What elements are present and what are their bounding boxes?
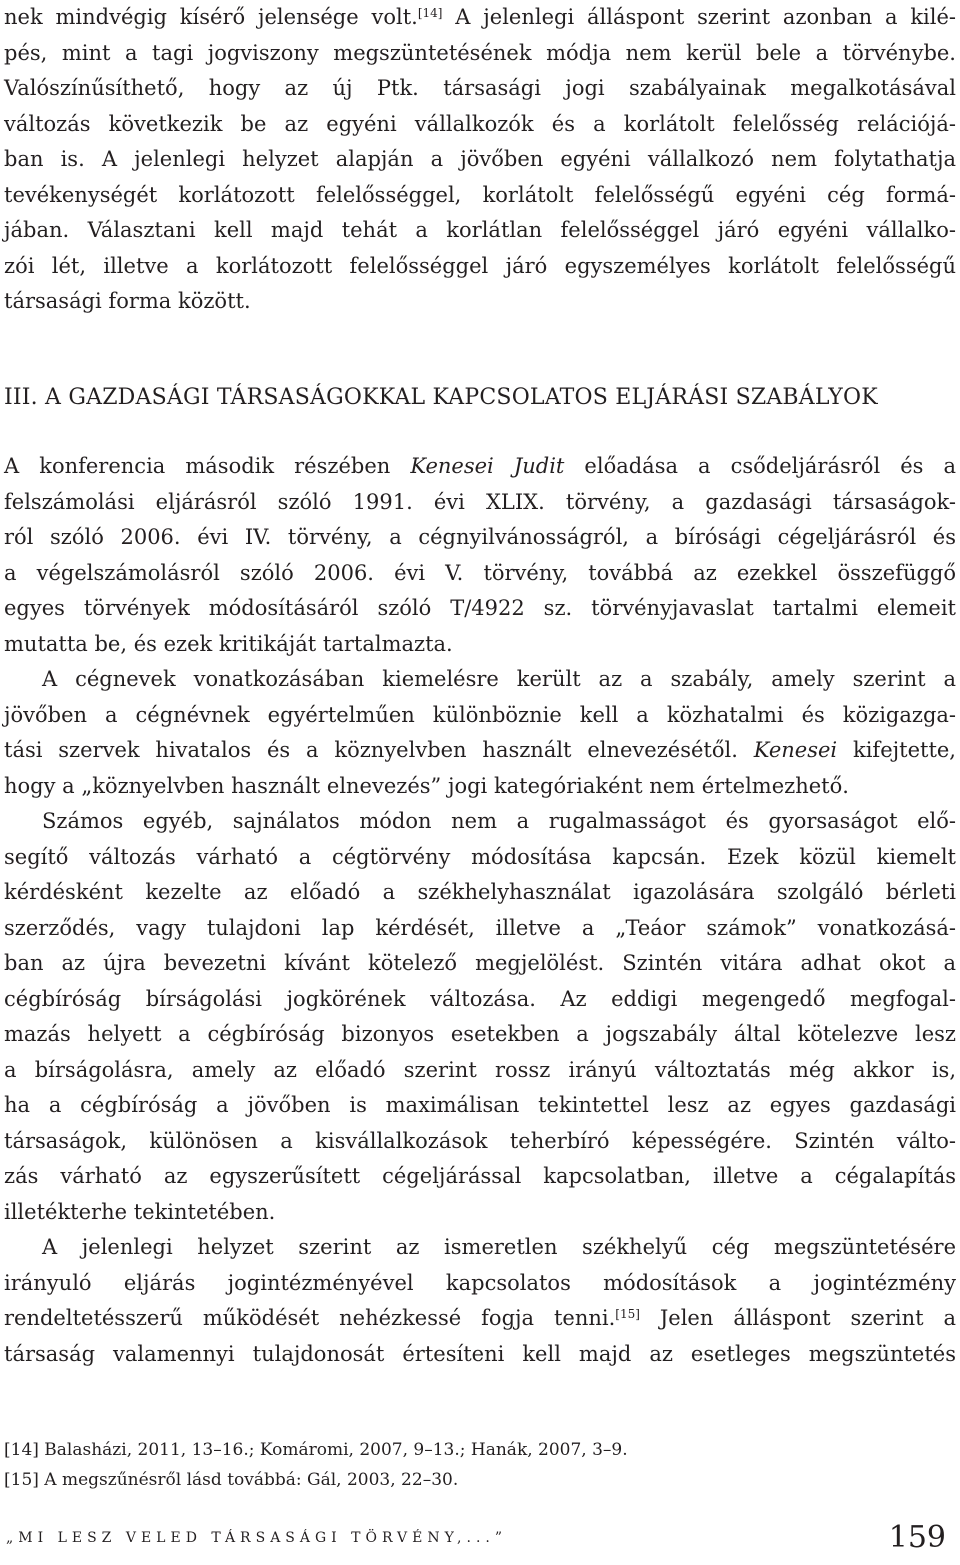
text-line: jában. Választani kell majd tehát a korlátlan felelősséggel járó egyéni vállalko-: [4, 218, 956, 242]
text-line: irányuló eljárás jogintézményével kapcsolatos módosítások a jogintézmény: [4, 1270, 956, 1295]
text-line: hogy a „köznyelvben használt elnevezés” jogi kategóriaként nem értelmezhető.: [4, 773, 849, 798]
section-heading: III. A GAZDASÁGI TÁRSASÁGOKKAL KAPCSOLATOS ELJÁRÁSI SZABÁLYOK: [4, 385, 878, 410]
text-line: pés, mint a tagi jogviszony megszüntetésének módja nem kerül bele a törvénybe.: [4, 40, 956, 65]
text-line: társaság valamennyi tulajdonosát értesíteni kell majd az esetleges megszüntetés: [4, 1341, 956, 1366]
author-name: Kenesei Judit: [410, 454, 565, 478]
page-number: 159: [888, 1520, 946, 1555]
text-line: segítő változás várható a cégtörvény módosítása kapcsán. Ezek közül kiemelt: [4, 844, 956, 869]
text-line: A cégnevek vonatkozásában kiemelésre került az a szabály, amely szerint a: [42, 667, 956, 691]
author-name: Kenesei: [753, 738, 838, 762]
text-line: zói lét, illetve a korlátozott felelősséggel járó egyszemélyes korlátolt felelősségű: [4, 253, 956, 278]
text-line: zás várható az egyszerűsített cégeljárással kapcsolatban, illetve a cégalapítás: [4, 1164, 956, 1188]
text-line: jövőben a cégnévnek egyértelműen különböznie kell a közhatalmi és közigazga-: [4, 702, 956, 727]
text-line: változás következik be az egyéni vállalkozók és a korlátolt felelősség relációjá-: [4, 111, 956, 136]
text-line: illetékterhe tekintetében.: [4, 1199, 276, 1224]
text-line: rendeltetésszerű működését nehézkessé fogja tenni.[15] Jelen álláspont szerint a: [4, 1306, 956, 1330]
text-line: cégbíróság bírságolási jogkörének változása. Az eddigi megengedő megfogal-: [4, 986, 956, 1011]
text-line: ról szóló 2006. évi IV. törvény, a cégnyilvánosságról, a bírósági cégeljárásról és: [4, 525, 956, 549]
text-line: a bírságolásra, amely az előadó szerint rossz irányú változtatás még akkor is,: [4, 1057, 956, 1082]
text-line: társasági forma között.: [4, 289, 251, 313]
paragraph-4: [4, 1230, 956, 1372]
paragraph-1: [4, 449, 956, 662]
text-line: tevékenységét korlátozott felelősséggel, korlátolt felelősségű egyéni cég formá-: [4, 182, 956, 207]
running-footer: „MI LESZ VELED TÁRSASÁGI TÖRVÉNY,...”: [6, 1530, 507, 1546]
intro-paragraph: [4, 0, 956, 320]
text-line: egyes törvények módosításáról szóló T/4922 sz. törvényjavaslat tartalmi elemeit: [4, 596, 956, 620]
text-line: mazás helyett a cégbíróság bizonyos esetekben a jogszabály által kötelezve lesz: [4, 1022, 956, 1046]
text-line: kérdésként kezelte az előadó a székhelyhasználat igazolására szolgáló bérleti: [4, 880, 956, 904]
paragraph-2: [4, 662, 956, 804]
text-line: a végelszámolásról szóló 2006. évi V. törvény, továbbá az ezekkel összefüggő: [4, 560, 956, 585]
text-line: ban is. A jelenlegi helyzet alapján a jövőben egyéni vállalkozó nem folytathatja: [4, 147, 956, 171]
text-line: ban az újra bevezetni kívánt kötelező megjelölést. Szintén vitára adhat okot a: [4, 951, 956, 975]
text-line: A konferencia második részében Kenesei Judit előadása a csődeljárásról és a: [4, 454, 956, 478]
footnote-14: [14] Balasházi, 2011, 13–16.; Komáromi, 2007, 9–13.; Hanák, 2007, 3–9.: [4, 1440, 628, 1460]
text-line: társaságok, különösen a kisvállalkozások teherbíró képességére. Szintén válto-: [4, 1128, 956, 1153]
text-line: nek mindvégig kísérő jelensége volt.[14] A jelenlegi álláspont szerint azonban a kilé-: [4, 5, 957, 29]
text-line: tási szervek hivatalos és a köznyelvben használt elnevezésétől. Kenesei kifejtette,: [4, 738, 956, 762]
text-line: ha a cégbíróság a jövőben is maximálisan tekintettel lesz az egyes gazdasági: [4, 1093, 956, 1117]
text-line: mutatta be, és ezek kritikáját tartalmazta.: [4, 631, 453, 656]
text-line: Számos egyéb, sajnálatos módon nem a rugalmasságot és gyorsaságot elő-: [42, 809, 956, 833]
paragraph-3: [4, 804, 956, 1230]
footnote-ref-15[interactable]: [15]: [615, 1307, 640, 1321]
text-line: Valószínűsíthető, hogy az új Ptk. társasági jogi szabályainak megalkotásával: [4, 76, 956, 100]
text-line: A jelenlegi helyzet szerint az ismeretlen székhelyű cég megszüntetésére: [42, 1235, 956, 1259]
footnote-15: [15] A megszűnésről lásd továbbá: Gál, 2003, 22–30.: [4, 1470, 459, 1490]
text-line: felszámolási eljárásról szóló 1991. évi XLIX. törvény, a gazdasági társaságok-: [4, 489, 956, 514]
footnote-ref-14[interactable]: [14]: [417, 6, 443, 20]
text-line: szerződés, vagy tulajdoni lap kérdését, illetve a „Teáor számok” vonatkozásá-: [4, 915, 956, 940]
